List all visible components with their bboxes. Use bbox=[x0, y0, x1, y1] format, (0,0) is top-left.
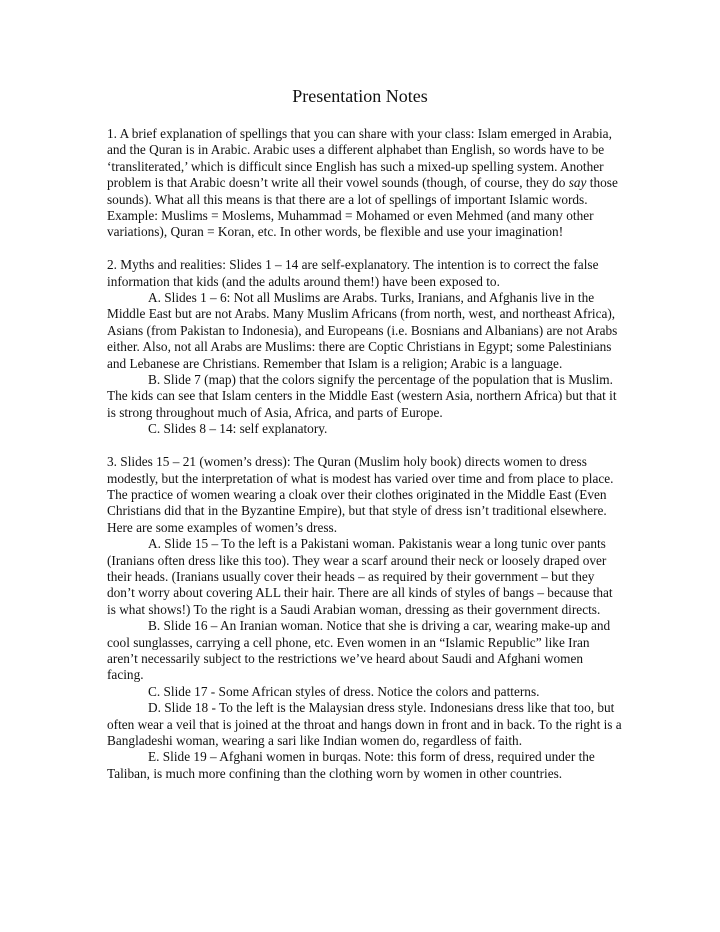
document-body bbox=[107, 126, 622, 782]
section-2-item-b: B. Slide 7 (map) that the colors signify the percentage of the population that is Muslim. The kids can see that Islam centers in the Middle East (western Asia, northern Africa) but that it is strong throughout much of Asia, Africa, and parts of Europe. bbox=[107, 372, 617, 420]
section-3-intro: 3. Slides 15 – 21 (women’s dress): The Quran (Muslim holy book) directs women to dress modestly, but the interpretation of what is modest has varied over time and from place to place. The practice of women wearing a cloak over their clothes originated in the Middle East (Even Christians did that in the Byzantine Empire), but that style of dress isn’t traditional elsewhere. Here are some examples of women’s dress. bbox=[107, 454, 614, 535]
section-2-item-c: C. Slides 8 – 14: self explanatory. bbox=[148, 421, 328, 437]
emphasis-say: say bbox=[568, 175, 587, 191]
section-1-paragraph: 1. A brief explanation of spellings that you can share with your class: Islam emerged in Arabia, and the Quran is in Arabic. Arabic uses a different alphabet than English, so words have to be ‘transliterated,’ which is difficult since English has such a mixed-up spelling system. Another problem is that Arabic doesn’t write all their vowel sounds (though, of course, they do say those sounds). What all this means is that there are a lot of spellings of important Islamic words. Example: Muslims = Moslems, Muhammad = Mohamed or even Mehmed (and many other variations), Quran = Koran, etc. In other words, be flexible and use your imagination! bbox=[107, 126, 618, 240]
page-title: Presentation Notes bbox=[292, 86, 428, 106]
section-3-item-d: D. Slide 18 - To the left is the Malaysian dress style. Indonesians dress like that too, but often wear a veil that is joined at the throat and hangs down in front and in back. To the right is a Bangladeshi woman, wearing a sari like Indian women do, regardless of faith. bbox=[107, 700, 622, 748]
section-2-item-a: A. Slides 1 – 6: Not all Muslims are Arabs. Turks, Iranians, and Afghanis live in the Middle East but are not Arabs. Many Muslim Africans (from north, west, and northeast Africa), Asians (from Pakistan to Indonesia), and Europeans (i.e. Bosnians and Albanians) are not Arabs either. Also, not all Arabs are Muslims: there are Coptic Christians in Egypt; some Palestinians and Lebanese are Christians. Remember that Islam is a religion; Arabic is a language. bbox=[107, 290, 618, 371]
section-3-item-b: B. Slide 16 – An Iranian woman. Notice that she is driving a car, wearing make-up and cool sunglasses, carrying a cell phone, etc. Even women in an “Islamic Republic” like Iran aren’t necessarily subject to the restrictions we’ve heard about Saudi and Afghani women facing. bbox=[107, 618, 611, 683]
section-3-item-e: E. Slide 19 – Afghani women in burqas. Note: this form of dress, required under the Taliban, is much more confining than the clothing worn by women in other countries. bbox=[107, 749, 595, 781]
section-3-item-a: A. Slide 15 – To the left is a Pakistani woman. Pakistanis wear a long tunic over pants (Iranians often dress like this too). They wear a scarf around their neck or loosely draped over their heads. (Iranians usually cover their heads – as required by their government – but they don’t worry about covering ALL their hair. There are all kinds of styles of bangs – because that is what shows!) To the right is a Saudi Arabian woman, dressing as their government directs. bbox=[107, 536, 613, 617]
section-2-intro: 2. Myths and realities: Slides 1 – 14 are self-explanatory. The intention is to correct the false information that kids (and the adults around them!) have been exposed to. bbox=[107, 257, 599, 289]
section-3-item-c: C. Slide 17 - Some African styles of dress. Notice the colors and patterns. bbox=[148, 683, 540, 699]
